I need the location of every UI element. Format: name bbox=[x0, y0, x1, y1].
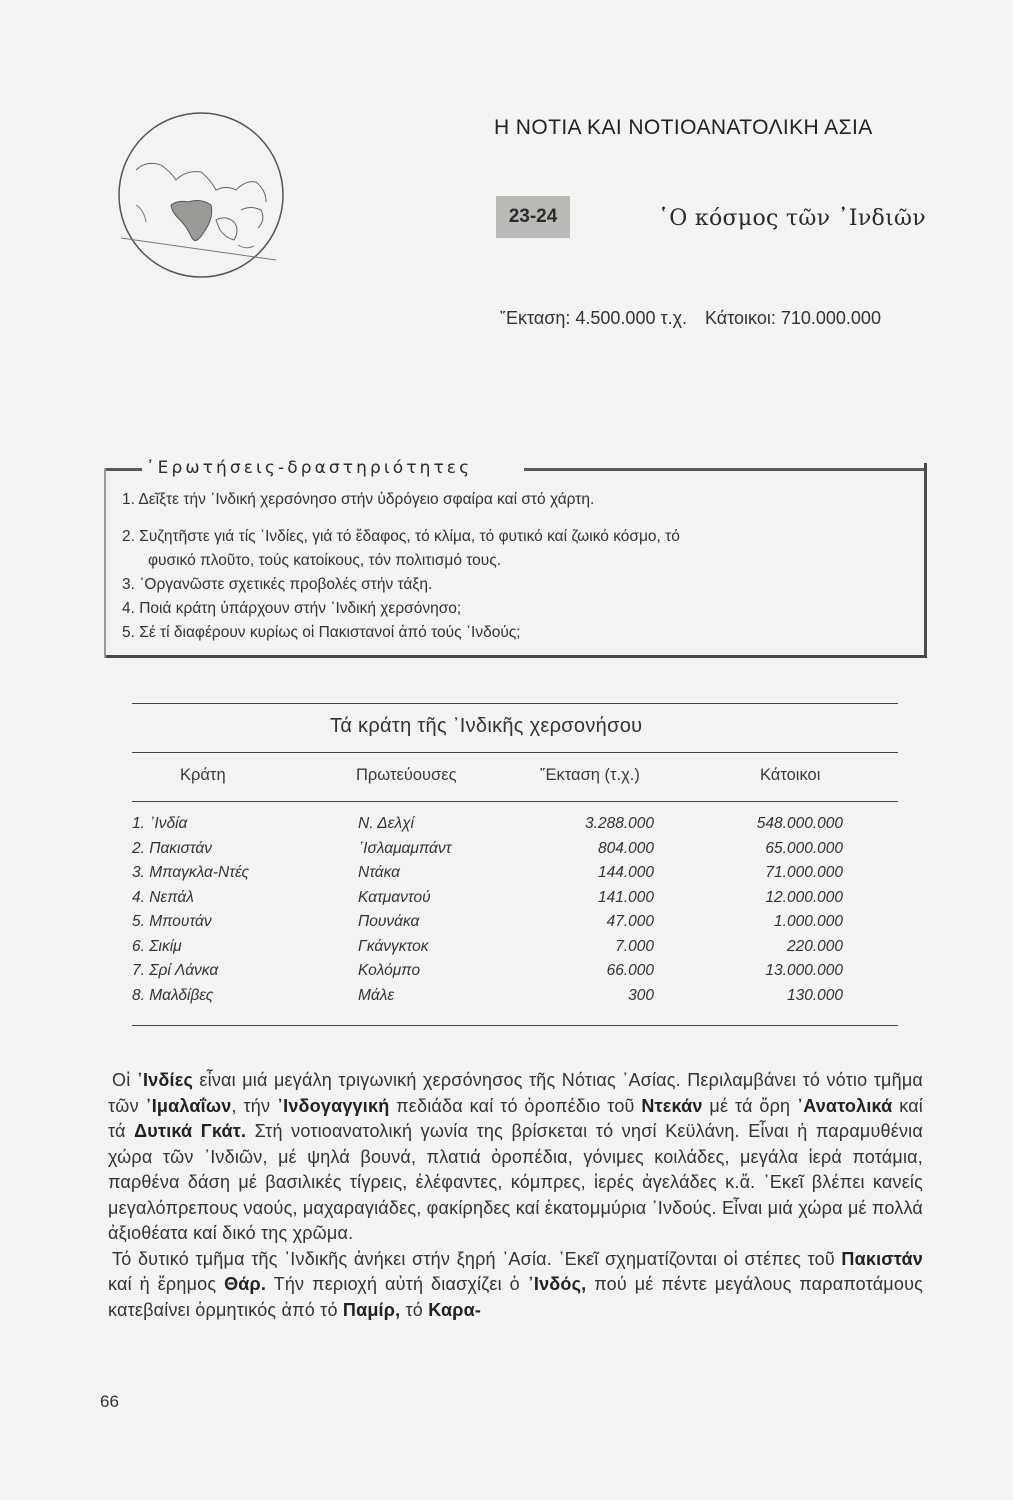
text-run: καί ἡ ἔρημος bbox=[108, 1274, 225, 1294]
state-name-cell: 5. Μπουτάν bbox=[132, 913, 212, 930]
state-name-cell: 8. Μαλδίβες bbox=[132, 986, 214, 1004]
text-run: Τό δυτικό τμῆμα τῆς ᾿Ινδικῆς ἀνήκει στήν ξηρή ᾿Ασία. ᾿Εκεῖ σχηματίζονται οἱ στέπες τοῦ bbox=[112, 1248, 842, 1269]
population-cell: 1.000.000 bbox=[774, 913, 843, 930]
chapter-subtitle: ῾Ο κόσμος τῶν ᾿Ινδιῶν bbox=[658, 206, 926, 231]
bold-term: Καρα- bbox=[428, 1299, 482, 1320]
area-cell: 3.288.000 bbox=[585, 815, 654, 832]
area-cell: 300 bbox=[628, 986, 654, 1004]
text-run: , τήν bbox=[231, 1095, 277, 1116]
chapter-title: Η ΝΟΤΙΑ ΚΑΙ ΝΟΤΙΟΑΝΑΤΟΛΙΚΗ ΑΣΙΑ bbox=[494, 116, 873, 139]
area-cell: 141.000 bbox=[597, 888, 654, 906]
bold-term: Ντεκάν bbox=[641, 1095, 703, 1116]
population-cell: 130.000 bbox=[786, 986, 843, 1004]
page-number: 66 bbox=[100, 1392, 119, 1411]
state-name-cell: 7. Σρί Λάνκα bbox=[132, 962, 219, 979]
state-name-cell: 2. Πακιστάν bbox=[132, 839, 213, 857]
area-cell: 47.000 bbox=[606, 913, 654, 930]
paragraph bbox=[108, 1068, 923, 1247]
body-text bbox=[108, 1068, 923, 1323]
population-cell: 12.000.000 bbox=[765, 888, 843, 906]
table-rule bbox=[132, 752, 898, 753]
area-cell: 66.000 bbox=[606, 962, 654, 979]
capital-cell: Ντάκα bbox=[358, 864, 401, 881]
text-run: τό bbox=[400, 1299, 429, 1320]
bold-term: Θάρ. bbox=[224, 1274, 267, 1294]
capital-cell: Γκάνγκτοκ bbox=[358, 937, 429, 955]
text-run: καί τά bbox=[108, 1095, 923, 1141]
table-rule bbox=[132, 1025, 898, 1026]
bold-term: ᾿Ινδογαγγική bbox=[276, 1095, 390, 1116]
paragraph bbox=[108, 1247, 923, 1324]
state-name-cell: 1. ᾿Ινδία bbox=[132, 815, 188, 832]
capital-cell: ᾿Ισλαμαμπάντ bbox=[358, 839, 452, 857]
column-header: ῎Εκταση (τ.χ.) bbox=[540, 766, 640, 784]
chapter-number-badge: 23-24 bbox=[496, 196, 570, 238]
column-header: Κράτη bbox=[180, 766, 226, 784]
bold-term: Δυτικά Γκάτ. bbox=[134, 1121, 247, 1141]
column-header: Κάτοικοι bbox=[760, 766, 821, 784]
bold-term: Παμίρ, bbox=[342, 1299, 401, 1320]
text-run: πεδιάδα καί τό ὀροπέδιο τοῦ bbox=[389, 1095, 642, 1116]
area-cell: 144.000 bbox=[597, 864, 654, 881]
box-border bbox=[524, 468, 924, 471]
capital-cell: Ν. Δελχί bbox=[358, 815, 414, 832]
globe-map-icon bbox=[116, 110, 286, 280]
area-label: ῎Εκταση: 4.500.000 τ.χ. bbox=[500, 308, 688, 328]
question-item: φυσικό πλοῦτο, τούς κατοίκους, τόν πολιτισμό τους. bbox=[148, 552, 502, 569]
table-rule bbox=[132, 801, 898, 802]
text-run: εἶναι μιά μεγάλη τριγωνική χερσόνησος τῆς Νότιας ᾿Ασίας. Περιλαμβάνει τό νότιο τμῆμα τῶν bbox=[108, 1070, 923, 1116]
population-cell: 548.000.000 bbox=[756, 815, 843, 832]
capital-cell: Μάλε bbox=[358, 986, 395, 1004]
column-header: Πρωτεύουσες bbox=[356, 766, 457, 784]
state-name-cell: 4. Νεπάλ bbox=[132, 888, 194, 906]
state-name-cell: 3. Μπαγκλα-Ντές bbox=[132, 864, 249, 881]
bold-term: ᾿Ιμαλαΐων bbox=[145, 1095, 232, 1116]
question-item: 2. Συζητῆστε γιά τίς ᾿Ινδίες, γιά τό ἔδαφος, τό κλίμα, τό φυτικό καί ζωικό κόσμο, τό bbox=[122, 528, 680, 545]
text-run: πού μέ πέντε μεγάλους παραποτάμους κατεβαίνει ὁρμητικός ἀπό τό bbox=[108, 1274, 923, 1320]
population-cell: 65.000.000 bbox=[765, 839, 843, 857]
questions-heading: ᾿Ερωτήσεις-δραστηριότητες bbox=[146, 458, 473, 478]
state-name-cell: 6. Σικίμ bbox=[132, 937, 182, 955]
bold-term: ᾿Ινδός, bbox=[527, 1274, 587, 1294]
text-run: Οἱ bbox=[112, 1070, 137, 1090]
text-run: Τήν περιοχή αὐτή διασχίζει ὁ bbox=[266, 1274, 528, 1294]
table-title: Τά κράτη τῆς ᾿Ινδικῆς χερσονήσου bbox=[330, 715, 643, 737]
bold-term: ᾿Ανατολικά bbox=[797, 1095, 893, 1116]
question-item: 5. Σέ τί διαφέρουν κυρίως οἱ Πακιστανοί ἀπό τούς ᾿Ινδούς; bbox=[122, 624, 521, 641]
box-border bbox=[104, 468, 106, 658]
population-cell: 71.000.000 bbox=[765, 864, 843, 881]
text-run: μέ τά ὄρη bbox=[702, 1095, 797, 1116]
capital-cell: Κολόμπο bbox=[358, 962, 421, 979]
population-label: Κάτοικοι: 710.000.000 bbox=[705, 308, 881, 328]
table-rule bbox=[132, 703, 898, 704]
area-cell: 804.000 bbox=[597, 839, 654, 857]
population-cell: 13.000.000 bbox=[765, 962, 843, 979]
question-item: 4. Ποιά κράτη ὑπάρχουν στήν ᾿Ινδική χερσόνησο; bbox=[122, 600, 462, 617]
capital-cell: Κατμαντού bbox=[358, 888, 431, 906]
question-item: 3. ᾿Οργανῶστε σχετικές προβολές στήν τάξη. bbox=[122, 576, 433, 593]
capital-cell: Πουνάκα bbox=[358, 913, 420, 930]
question-item: 1. Δεῖξτε τήν ᾿Ινδική χερσόνησο στήν ὑδρόγειο σφαίρα καί στό χάρτη. bbox=[122, 491, 595, 508]
area-cell: 7.000 bbox=[615, 937, 654, 955]
population-cell: 220.000 bbox=[786, 937, 843, 955]
box-border bbox=[104, 468, 142, 471]
bold-term: Πακιστάν bbox=[841, 1248, 923, 1269]
text-run: Στή νοτιοανατολική γωνία της βρίσκεται τό νησί Κεϋλάνη. Εἶναι ἡ παραμυθένια χώρα τῶν ᾿Ινδιῶν, μέ ψηλά βουνά, πλατιά ὀροπέδια, γόνιμες κοιλάδες, μεγάλα ἱερά ποτάμια, παρθένα δάση μέ βασιλικές τίγρεις, ἐλέφαντες, κόμπρες, ἱερές ἀγελάδες κ.ἄ. ᾿Εκεῖ βλέπει κανείς μεγαλόπρεπους ναούς, μαχαραγιάδες, φακίρηδες καί ἑκατομμύρια ᾿Ινδούς. Εἶναι μιά χώρα μέ πολλά ἀξιοθέατα καί δικό της χρῶμα. bbox=[108, 1121, 923, 1243]
bold-term: ᾿Ινδίες bbox=[136, 1070, 194, 1090]
